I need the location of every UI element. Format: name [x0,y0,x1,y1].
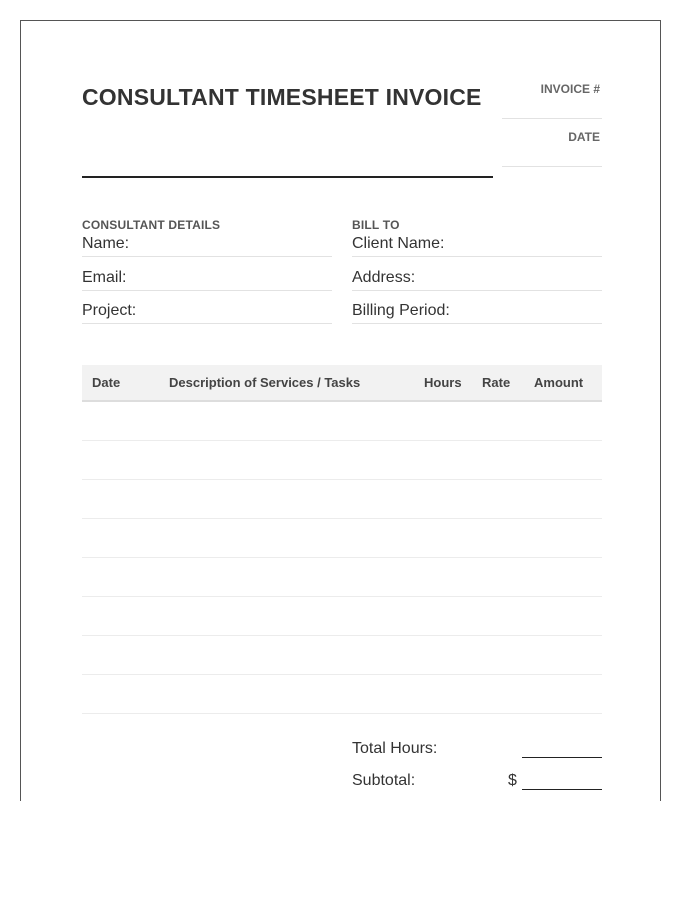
cell-rate[interactable] [472,675,522,713]
consultant-name-label: Name: [82,235,130,252]
cell-amount[interactable] [522,636,602,674]
cell-hours[interactable] [412,441,472,479]
cell-description[interactable] [162,675,412,713]
cell-hours[interactable] [412,558,472,596]
table-row [82,519,602,558]
total-hours-label: Total Hours: [352,740,438,757]
cell-hours[interactable] [412,636,472,674]
cell-description[interactable] [162,402,412,440]
table-row [82,636,602,675]
cell-hours[interactable] [412,675,472,713]
cell-date[interactable] [82,675,162,713]
cell-date[interactable] [82,636,162,674]
client-address-field[interactable] [352,257,602,291]
cell-rate[interactable] [472,558,522,596]
consultant-email-label: Email: [82,269,127,286]
consultant-email-field[interactable] [82,257,332,291]
subtotal-field[interactable] [522,789,602,790]
currency-symbol: $ [508,772,517,789]
client-address-label: Address: [352,269,416,286]
cell-date[interactable] [82,519,162,557]
cell-amount[interactable] [522,480,602,518]
cell-description[interactable] [162,441,412,479]
cell-amount[interactable] [522,558,602,596]
consultant-name-field[interactable] [82,223,332,257]
cell-description[interactable] [162,558,412,596]
date-label: DATE [568,130,600,144]
cell-date[interactable] [82,558,162,596]
billing-period-label: Billing Period: [352,302,450,319]
bill-to-heading: BILL TO [352,218,400,232]
cell-date[interactable] [82,441,162,479]
cell-rate[interactable] [472,597,522,635]
cell-amount[interactable] [522,597,602,635]
cell-description[interactable] [162,480,412,518]
cell-rate[interactable] [472,480,522,518]
cell-date[interactable] [82,480,162,518]
table-row [82,558,602,597]
table-body [82,402,602,714]
cell-hours[interactable] [412,519,472,557]
table-row [82,480,602,519]
column-header-description: Description of Services / Tasks [169,375,361,390]
cell-amount[interactable] [522,441,602,479]
client-name-label: Client Name: [352,235,445,252]
table-row [82,675,602,714]
column-header-amount: Amount [534,375,584,390]
cell-amount[interactable] [522,675,602,713]
cell-date[interactable] [82,402,162,440]
cell-description[interactable] [162,636,412,674]
cell-amount[interactable] [522,519,602,557]
invoice-number-field[interactable] [502,118,602,119]
total-hours-field[interactable] [522,757,602,758]
consultant-project-label: Project: [82,302,137,319]
consultant-project-field[interactable] [82,290,332,324]
date-field[interactable] [502,166,602,167]
table-row [82,597,602,636]
client-name-field[interactable] [352,223,602,257]
column-header-hours: Hours [424,375,462,390]
invoice-number-label: INVOICE # [540,82,600,96]
cell-rate[interactable] [472,636,522,674]
cell-rate[interactable] [472,519,522,557]
cell-description[interactable] [162,597,412,635]
invoice-page [20,20,661,801]
title-underline [82,176,493,178]
cell-rate[interactable] [472,402,522,440]
column-header-date: Date [92,375,121,390]
cell-date[interactable] [82,597,162,635]
consultant-details-heading: CONSULTANT DETAILS [82,218,221,232]
cell-hours[interactable] [412,480,472,518]
table-row [82,402,602,441]
cell-description[interactable] [162,519,412,557]
table-row [82,441,602,480]
cell-rate[interactable] [472,441,522,479]
cell-hours[interactable] [412,597,472,635]
column-header-rate: Rate [482,375,511,390]
cell-amount[interactable] [522,402,602,440]
billing-period-field[interactable] [352,290,602,324]
invoice-title: CONSULTANT TIMESHEET INVOICE [82,84,482,110]
table-header [82,365,602,402]
cell-hours[interactable] [412,402,472,440]
timesheet-table [82,365,602,714]
subtotal-label: Subtotal: [352,772,416,789]
